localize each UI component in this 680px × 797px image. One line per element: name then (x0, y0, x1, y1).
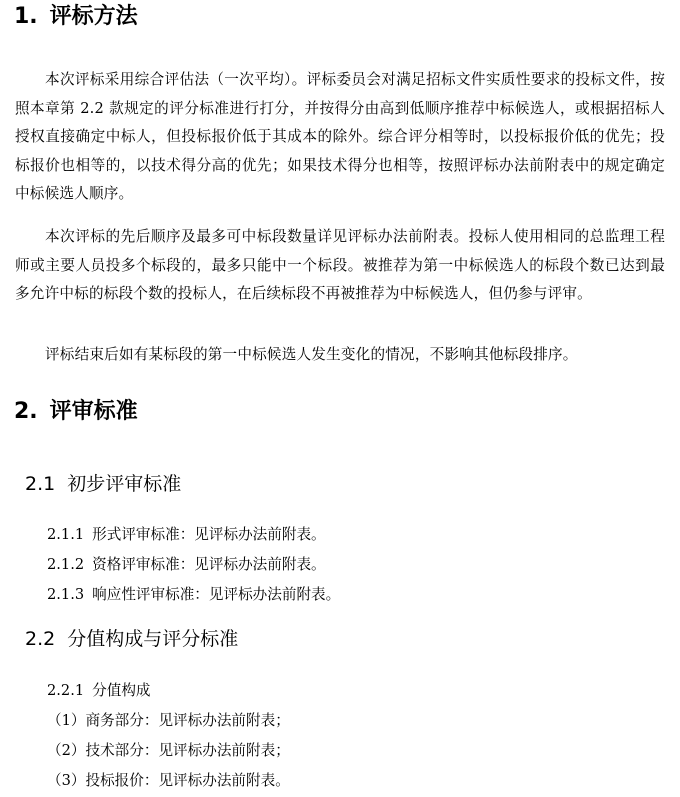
item-text: 响应性评审标准：见评标办法前附表。 (92, 586, 341, 603)
list-item: （1）商务部分：见评标办法前附表； (47, 712, 290, 729)
subsection-number: 2.1 (25, 473, 56, 495)
item-number: 2.1.2 (47, 556, 85, 573)
list-item (47, 554, 326, 576)
paragraph-evaluation-change: 评标结束后如有某标段的第一中标候选人发生变化的情况，不影响其他标段排序。 (45, 346, 578, 363)
item-number: 2.1.3 (47, 586, 85, 603)
subsection-heading-score-composition (25, 626, 238, 652)
item-number: 2.1.1 (47, 526, 85, 543)
section-heading-review-standards (14, 397, 138, 427)
list-item (47, 524, 326, 546)
list-item: （3）投标报价：见评标办法前附表。 (47, 772, 290, 789)
list-item (47, 584, 340, 606)
subsection-title: 分值构成与评分标准 (67, 628, 239, 650)
section-title: 评标方法 (49, 4, 138, 29)
list-item (47, 680, 151, 702)
section-number: 2. (14, 399, 38, 424)
subsection-heading-preliminary (25, 471, 181, 497)
subsection-title: 初步评审标准 (67, 473, 182, 495)
section-title: 评审标准 (49, 399, 138, 424)
section-number: 1. (14, 4, 38, 29)
section-heading-evaluation-method (14, 2, 138, 32)
item-text: 分值构成 (92, 682, 151, 699)
paragraph-evaluation-method: 本次评标采用综合评估法（一次平均）。评标委员会对满足招标文件实质性要求的投标文件，按照本章第 2.2 款规定的评分标准进行打分，并按得分由高到低顺序推荐中标候选人，或根据招标人授权直接确定中标人，但投标报价低于其成本的除外。综合评分相等时，以投标报价低的优先；投标报价也相等的，以技术得分高的优先；如果技术得分也相等，按照评标办法前附表中的规定确定中标候选人顺序。 (15, 71, 665, 203)
subsection-number: 2.2 (25, 628, 56, 650)
item-number: 2.2.1 (47, 682, 85, 699)
paragraph-evaluation-order: 本次评标的先后顺序及最多可中标段数量详见评标办法前附表。投标人使用相同的总监理工程师或主要人员投多个标段的，最多只能中一个标段。被推荐为第一中标候选人的标段个数已达到最多允许中标的标段个数的投标人，在后续标段不再被推荐为中标候选人，但仍参与评审。 (15, 228, 665, 303)
item-text: 资格评审标准：见评标办法前附表。 (92, 556, 326, 573)
list-item: （2）技术部分：见评标办法前附表； (47, 742, 290, 759)
item-text: 形式评审标准：见评标办法前附表。 (92, 526, 326, 543)
